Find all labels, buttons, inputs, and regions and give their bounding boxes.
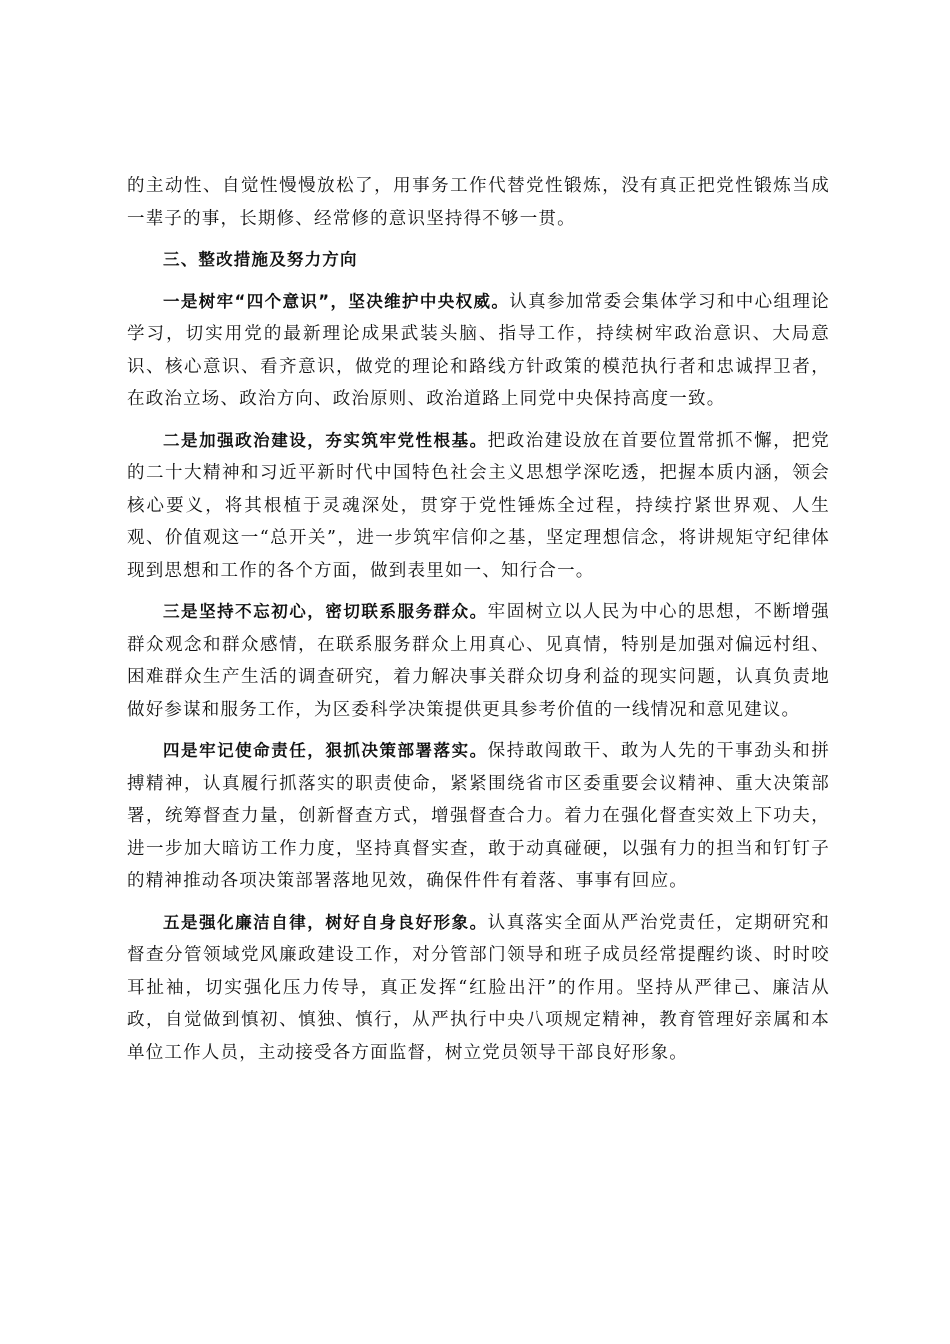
measure-lead-4: 四是牢记使命责任，狠抓决策部署落实。	[163, 741, 488, 760]
document-body	[127, 170, 830, 1078]
measure-paragraph-1	[127, 286, 830, 416]
measure-paragraph-2	[127, 425, 830, 588]
measure-lead-5: 五是强化廉洁自律，树好自身良好形象。	[163, 912, 488, 932]
measure-paragraph-4	[127, 735, 830, 898]
section-heading: 三、整改措施及努力方向	[163, 250, 358, 269]
measure-lead-2: 二是加强政治建设，夯实筑牢党性根基。	[163, 430, 488, 450]
measure-body-4: 保持敢闯敢干、敢为人先的干事劲头和拼搏精神，认真履行抓落实的职责使命，紧紧围绕省市区委重要会议精神、重大决策部署，统筹督查力量，创新督查方式，增强督查合力。着力在强化督查实效上下功夫，进一步加大暗访工作力度，坚持真督实查，敢于动真碰硬，以强有力的担当和钉钉子的精神推动各项决策部署落地见效，确保件件有着落、事事有回应。	[127, 741, 830, 891]
measure-body-5: 认真落实全面从严治党责任，定期研究和督查分管领域党风廉政建设工作，对分管部门领导和班子成员经常提醒约谈、时时咬耳扯袖，切实强化压力传导，真正发挥“红脸出汗”的作用。坚持从严律己、廉洁从政，自觉做到慎初、慎独、慎行，从严执行中央八项规定精神，教育管理好亲属和本单位工作人员，主动接受各方面监督，树立党员领导干部良好形象。	[127, 912, 830, 1063]
measure-lead-1: 一是树牢“四个意识”，坚决维护中央权威。	[163, 291, 510, 311]
measure-paragraph-3	[127, 596, 830, 726]
measure-paragraph-5	[127, 907, 830, 1070]
measure-body-2: 把政治建设放在首要位置常抓不懈，把党的二十大精神和习近平新时代中国特色社会主义思想学深吃透，把握本质内涵，领会核心要义，将其根植于灵魂深处，贯穿于党性锤炼全过程，持续拧紧世界观、人生观、价值观这一“总开关”，进一步筑牢信仰之基，坚定理想信念，将讲规矩守纪律体现到思想和工作的各个方面，做到表里如一、知行合一。	[127, 430, 830, 581]
continuation-paragraph: 的主动性、自觉性慢慢放松了，用事务工作代替党性锻炼，没有真正把党性锻炼当成一辈子的事，长期修、经常修的意识坚持得不够一贯。	[127, 176, 830, 229]
measure-body-3: 牢固树立以人民为中心的思想，不断增强群众观念和群众感情，在联系服务群众上用真心、见真情，特别是加强对偏远村组、困难群众生产生活的调查研究，着力解决事关群众切身利益的现实问题，认真负责地做好参谋和服务工作，为区委科学决策提供更具参考价值的一线情况和意见建议。	[127, 602, 830, 720]
measure-lead-3: 三是坚持不忘初心，密切联系服务群众。	[163, 602, 488, 621]
measure-body-1: 认真参加常委会集体学习和中心组理论学习，切实用党的最新理论成果武装头脑、指导工作，持续树牢政治意识、大局意识、核心意识、看齐意识，做党的理论和路线方针政策的模范执行者和忠诚捍卫者，在政治立场、政治方向、政治原则、政治道路上同党中央保持高度一致。	[127, 291, 830, 409]
